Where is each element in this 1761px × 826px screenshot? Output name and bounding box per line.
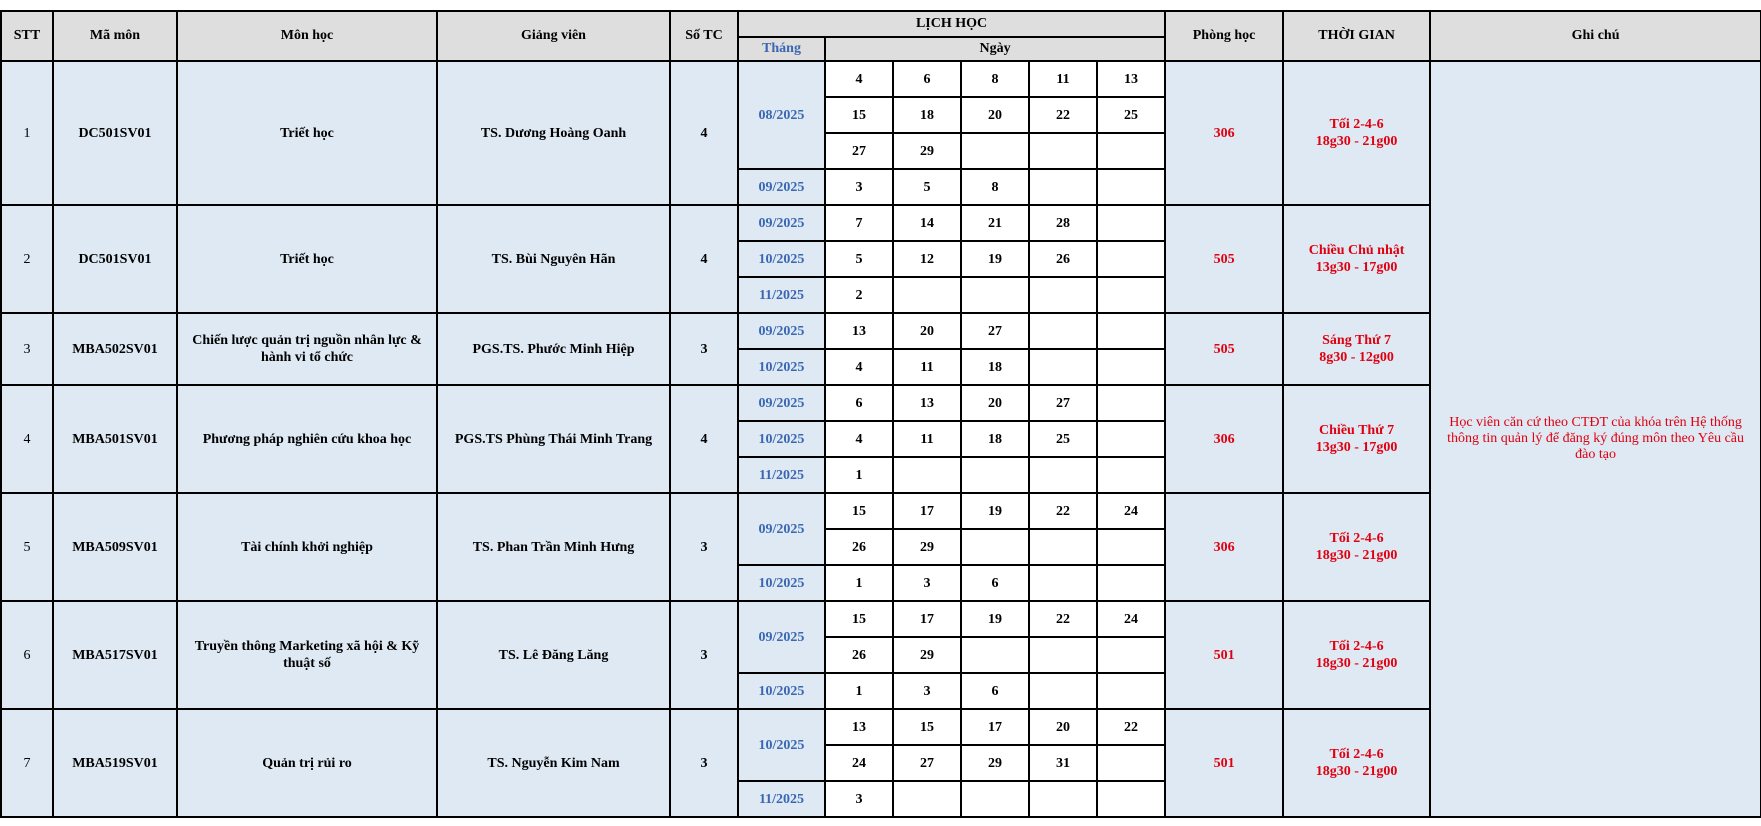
lecturer-cell: PGS.TS Phùng Thái Minh Trang bbox=[437, 385, 670, 493]
header-lecturer: Giảng viên bbox=[437, 11, 670, 61]
month-cell: 10/2025 bbox=[738, 709, 825, 781]
course-name-cell: Tài chính khởi nghiệp bbox=[177, 493, 437, 601]
day-cell bbox=[1029, 637, 1097, 673]
day-cell: 24 bbox=[825, 745, 893, 781]
time-cell bbox=[1283, 205, 1430, 313]
time-cell bbox=[1283, 493, 1430, 601]
time-hours: 18g30 - 21g00 bbox=[1315, 134, 1398, 149]
header-day: Ngày bbox=[825, 37, 1165, 61]
course-code-cell: MBA517SV01 bbox=[53, 601, 177, 709]
stt-cell: 3 bbox=[1, 313, 53, 385]
day-cell: 19 bbox=[961, 493, 1029, 529]
day-cell: 13 bbox=[893, 385, 961, 421]
day-cell bbox=[961, 529, 1029, 565]
day-cell: 27 bbox=[961, 313, 1029, 349]
lecturer-cell: TS. Lê Đăng Lăng bbox=[437, 601, 670, 709]
day-cell: 6 bbox=[961, 673, 1029, 709]
day-cell bbox=[961, 277, 1029, 313]
day-cell bbox=[1029, 169, 1097, 205]
day-cell: 24 bbox=[1097, 493, 1165, 529]
room-cell: 306 bbox=[1165, 385, 1283, 493]
time-hours: 18g30 - 21g00 bbox=[1315, 656, 1398, 671]
lecturer-cell: PGS.TS. Phước Minh Hiệp bbox=[437, 313, 670, 385]
lecturer-cell: TS. Nguyễn Kim Nam bbox=[437, 709, 670, 817]
day-cell: 26 bbox=[825, 637, 893, 673]
day-cell: 29 bbox=[893, 133, 961, 169]
day-cell: 28 bbox=[1029, 205, 1097, 241]
course-code-cell: DC501SV01 bbox=[53, 205, 177, 313]
day-cell: 19 bbox=[961, 241, 1029, 277]
time-days: Chiều Chủ nhật bbox=[1308, 243, 1405, 258]
day-cell: 18 bbox=[893, 97, 961, 133]
time-days: Tối 2-4-6 bbox=[1329, 639, 1384, 654]
credits-cell: 4 bbox=[670, 61, 738, 205]
day-cell bbox=[1097, 457, 1165, 493]
day-cell bbox=[1097, 565, 1165, 601]
day-cell: 18 bbox=[961, 349, 1029, 385]
day-cell bbox=[1097, 241, 1165, 277]
stt-cell: 4 bbox=[1, 385, 53, 493]
course-name-cell: Phương pháp nghiên cứu khoa học bbox=[177, 385, 437, 493]
day-cell bbox=[1029, 457, 1097, 493]
course-code-cell: MBA501SV01 bbox=[53, 385, 177, 493]
course-code-cell: DC501SV01 bbox=[53, 61, 177, 205]
month-cell: 09/2025 bbox=[738, 169, 825, 205]
day-cell: 13 bbox=[825, 709, 893, 745]
day-cell bbox=[1029, 133, 1097, 169]
day-cell: 3 bbox=[893, 565, 961, 601]
day-cell bbox=[1097, 421, 1165, 457]
day-cell bbox=[1097, 313, 1165, 349]
day-cell: 11 bbox=[893, 421, 961, 457]
stt-cell: 2 bbox=[1, 205, 53, 313]
credits-cell: 4 bbox=[670, 205, 738, 313]
day-cell: 8 bbox=[961, 61, 1029, 97]
day-cell: 7 bbox=[825, 205, 893, 241]
day-cell: 11 bbox=[1029, 61, 1097, 97]
header-schedule: LỊCH HỌC bbox=[738, 11, 1165, 37]
credits-cell: 3 bbox=[670, 493, 738, 601]
time-days: Sáng Thứ 7 bbox=[1322, 333, 1391, 348]
lecturer-cell: TS. Dương Hoàng Oanh bbox=[437, 61, 670, 205]
day-cell bbox=[961, 133, 1029, 169]
day-cell bbox=[961, 637, 1029, 673]
time-days: Tối 2-4-6 bbox=[1329, 117, 1384, 132]
day-cell bbox=[1097, 745, 1165, 781]
course-name-cell: Truyền thông Marketing xã hội & Kỹ thuật số bbox=[177, 601, 437, 709]
month-cell: 09/2025 bbox=[738, 385, 825, 421]
time-cell bbox=[1283, 61, 1430, 205]
day-cell: 15 bbox=[825, 493, 893, 529]
day-cell: 22 bbox=[1097, 709, 1165, 745]
day-cell: 15 bbox=[825, 97, 893, 133]
time-days: Chiều Thứ 7 bbox=[1319, 423, 1395, 438]
day-cell bbox=[1029, 313, 1097, 349]
day-cell: 17 bbox=[893, 493, 961, 529]
course-name-cell: Triết học bbox=[177, 61, 437, 205]
day-cell: 19 bbox=[961, 601, 1029, 637]
note-cell: Học viên căn cứ theo CTĐT của khóa trên Hệ thống thông tin quản lý để đăng ký đúng môn theo Yêu cầu đào tạo bbox=[1430, 61, 1761, 817]
day-cell: 20 bbox=[1029, 709, 1097, 745]
day-cell: 3 bbox=[825, 169, 893, 205]
day-cell: 11 bbox=[893, 349, 961, 385]
header-course-name: Môn học bbox=[177, 11, 437, 61]
day-cell bbox=[1029, 277, 1097, 313]
schedule-table bbox=[0, 10, 1761, 818]
day-cell: 8 bbox=[961, 169, 1029, 205]
lecturer-cell: TS. Phan Trần Minh Hưng bbox=[437, 493, 670, 601]
course-name-cell: Quản trị rủi ro bbox=[177, 709, 437, 817]
day-cell: 3 bbox=[893, 673, 961, 709]
day-cell bbox=[1097, 133, 1165, 169]
header-course-code: Mã môn bbox=[53, 11, 177, 61]
day-cell: 26 bbox=[1029, 241, 1097, 277]
credits-cell: 3 bbox=[670, 601, 738, 709]
course-code-cell: MBA502SV01 bbox=[53, 313, 177, 385]
day-cell: 29 bbox=[893, 637, 961, 673]
day-cell: 20 bbox=[961, 385, 1029, 421]
time-hours: 8g30 - 12g00 bbox=[1319, 350, 1394, 365]
table-row bbox=[1, 61, 1761, 97]
room-cell: 501 bbox=[1165, 601, 1283, 709]
day-cell: 1 bbox=[825, 565, 893, 601]
time-days: Tối 2-4-6 bbox=[1329, 747, 1384, 762]
day-cell: 4 bbox=[825, 421, 893, 457]
day-cell bbox=[1029, 673, 1097, 709]
day-cell: 25 bbox=[1029, 421, 1097, 457]
day-cell: 17 bbox=[893, 601, 961, 637]
month-cell: 09/2025 bbox=[738, 601, 825, 673]
day-cell: 13 bbox=[1097, 61, 1165, 97]
stt-cell: 5 bbox=[1, 493, 53, 601]
day-cell bbox=[1029, 781, 1097, 817]
month-cell: 10/2025 bbox=[738, 349, 825, 385]
time-hours: 18g30 - 21g00 bbox=[1315, 764, 1398, 779]
month-cell: 09/2025 bbox=[738, 205, 825, 241]
day-cell: 29 bbox=[961, 745, 1029, 781]
time-cell bbox=[1283, 601, 1430, 709]
course-code-cell: MBA519SV01 bbox=[53, 709, 177, 817]
header-note: Ghi chú bbox=[1430, 11, 1761, 61]
credits-cell: 4 bbox=[670, 385, 738, 493]
day-cell bbox=[893, 781, 961, 817]
room-cell: 306 bbox=[1165, 493, 1283, 601]
day-cell: 15 bbox=[825, 601, 893, 637]
stt-cell: 1 bbox=[1, 61, 53, 205]
day-cell bbox=[961, 781, 1029, 817]
table-header bbox=[1, 11, 1761, 61]
lecturer-cell: TS. Bùi Nguyên Hãn bbox=[437, 205, 670, 313]
course-code-cell: MBA509SV01 bbox=[53, 493, 177, 601]
day-cell: 3 bbox=[825, 781, 893, 817]
stt-cell: 7 bbox=[1, 709, 53, 817]
day-cell bbox=[1097, 781, 1165, 817]
day-cell: 5 bbox=[825, 241, 893, 277]
day-cell bbox=[1097, 529, 1165, 565]
time-hours: 13g30 - 17g00 bbox=[1315, 260, 1398, 275]
day-cell: 6 bbox=[893, 61, 961, 97]
day-cell: 27 bbox=[893, 745, 961, 781]
day-cell: 6 bbox=[961, 565, 1029, 601]
day-cell: 20 bbox=[893, 313, 961, 349]
day-cell bbox=[1029, 565, 1097, 601]
credits-cell: 3 bbox=[670, 709, 738, 817]
day-cell: 17 bbox=[961, 709, 1029, 745]
credits-cell: 3 bbox=[670, 313, 738, 385]
day-cell bbox=[1097, 277, 1165, 313]
time-cell bbox=[1283, 709, 1430, 817]
day-cell: 20 bbox=[961, 97, 1029, 133]
table-body bbox=[1, 61, 1761, 817]
month-cell: 10/2025 bbox=[738, 241, 825, 277]
month-cell: 09/2025 bbox=[738, 313, 825, 349]
time-hours: 18g30 - 21g00 bbox=[1315, 548, 1398, 563]
day-cell bbox=[1097, 169, 1165, 205]
day-cell: 4 bbox=[825, 61, 893, 97]
day-cell: 6 bbox=[825, 385, 893, 421]
time-cell bbox=[1283, 313, 1430, 385]
day-cell: 24 bbox=[1097, 601, 1165, 637]
day-cell: 1 bbox=[825, 457, 893, 493]
room-cell: 505 bbox=[1165, 205, 1283, 313]
day-cell: 31 bbox=[1029, 745, 1097, 781]
course-name-cell: Triết học bbox=[177, 205, 437, 313]
month-cell: 08/2025 bbox=[738, 61, 825, 169]
day-cell: 15 bbox=[893, 709, 961, 745]
day-cell: 1 bbox=[825, 673, 893, 709]
time-cell bbox=[1283, 385, 1430, 493]
header-credits: Số TC bbox=[670, 11, 738, 61]
time-hours: 13g30 - 17g00 bbox=[1315, 440, 1398, 455]
header-time: THỜI GIAN bbox=[1283, 11, 1430, 61]
day-cell bbox=[1029, 349, 1097, 385]
month-cell: 10/2025 bbox=[738, 421, 825, 457]
day-cell bbox=[1097, 385, 1165, 421]
day-cell bbox=[1097, 673, 1165, 709]
room-cell: 306 bbox=[1165, 61, 1283, 205]
day-cell bbox=[1097, 205, 1165, 241]
day-cell: 22 bbox=[1029, 601, 1097, 637]
day-cell: 26 bbox=[825, 529, 893, 565]
day-cell: 27 bbox=[1029, 385, 1097, 421]
time-days: Tối 2-4-6 bbox=[1329, 531, 1384, 546]
day-cell: 14 bbox=[893, 205, 961, 241]
day-cell bbox=[893, 277, 961, 313]
day-cell: 2 bbox=[825, 277, 893, 313]
day-cell: 22 bbox=[1029, 493, 1097, 529]
month-cell: 10/2025 bbox=[738, 565, 825, 601]
month-cell: 11/2025 bbox=[738, 457, 825, 493]
day-cell: 5 bbox=[893, 169, 961, 205]
day-cell: 18 bbox=[961, 421, 1029, 457]
day-cell bbox=[961, 457, 1029, 493]
day-cell bbox=[1029, 529, 1097, 565]
day-cell bbox=[893, 457, 961, 493]
day-cell: 29 bbox=[893, 529, 961, 565]
day-cell: 27 bbox=[825, 133, 893, 169]
month-cell: 11/2025 bbox=[738, 277, 825, 313]
stt-cell: 6 bbox=[1, 601, 53, 709]
header-month: Tháng bbox=[738, 37, 825, 61]
day-cell: 4 bbox=[825, 349, 893, 385]
day-cell: 22 bbox=[1029, 97, 1097, 133]
day-cell: 25 bbox=[1097, 97, 1165, 133]
month-cell: 10/2025 bbox=[738, 673, 825, 709]
day-cell bbox=[1097, 349, 1165, 385]
day-cell: 21 bbox=[961, 205, 1029, 241]
day-cell: 12 bbox=[893, 241, 961, 277]
room-cell: 505 bbox=[1165, 313, 1283, 385]
course-name-cell: Chiến lược quản trị nguồn nhân lực & hành vi tổ chức bbox=[177, 313, 437, 385]
header-stt: STT bbox=[1, 11, 53, 61]
header-room: Phòng học bbox=[1165, 11, 1283, 61]
month-cell: 11/2025 bbox=[738, 781, 825, 817]
day-cell: 13 bbox=[825, 313, 893, 349]
month-cell: 09/2025 bbox=[738, 493, 825, 565]
room-cell: 501 bbox=[1165, 709, 1283, 817]
day-cell bbox=[1097, 637, 1165, 673]
